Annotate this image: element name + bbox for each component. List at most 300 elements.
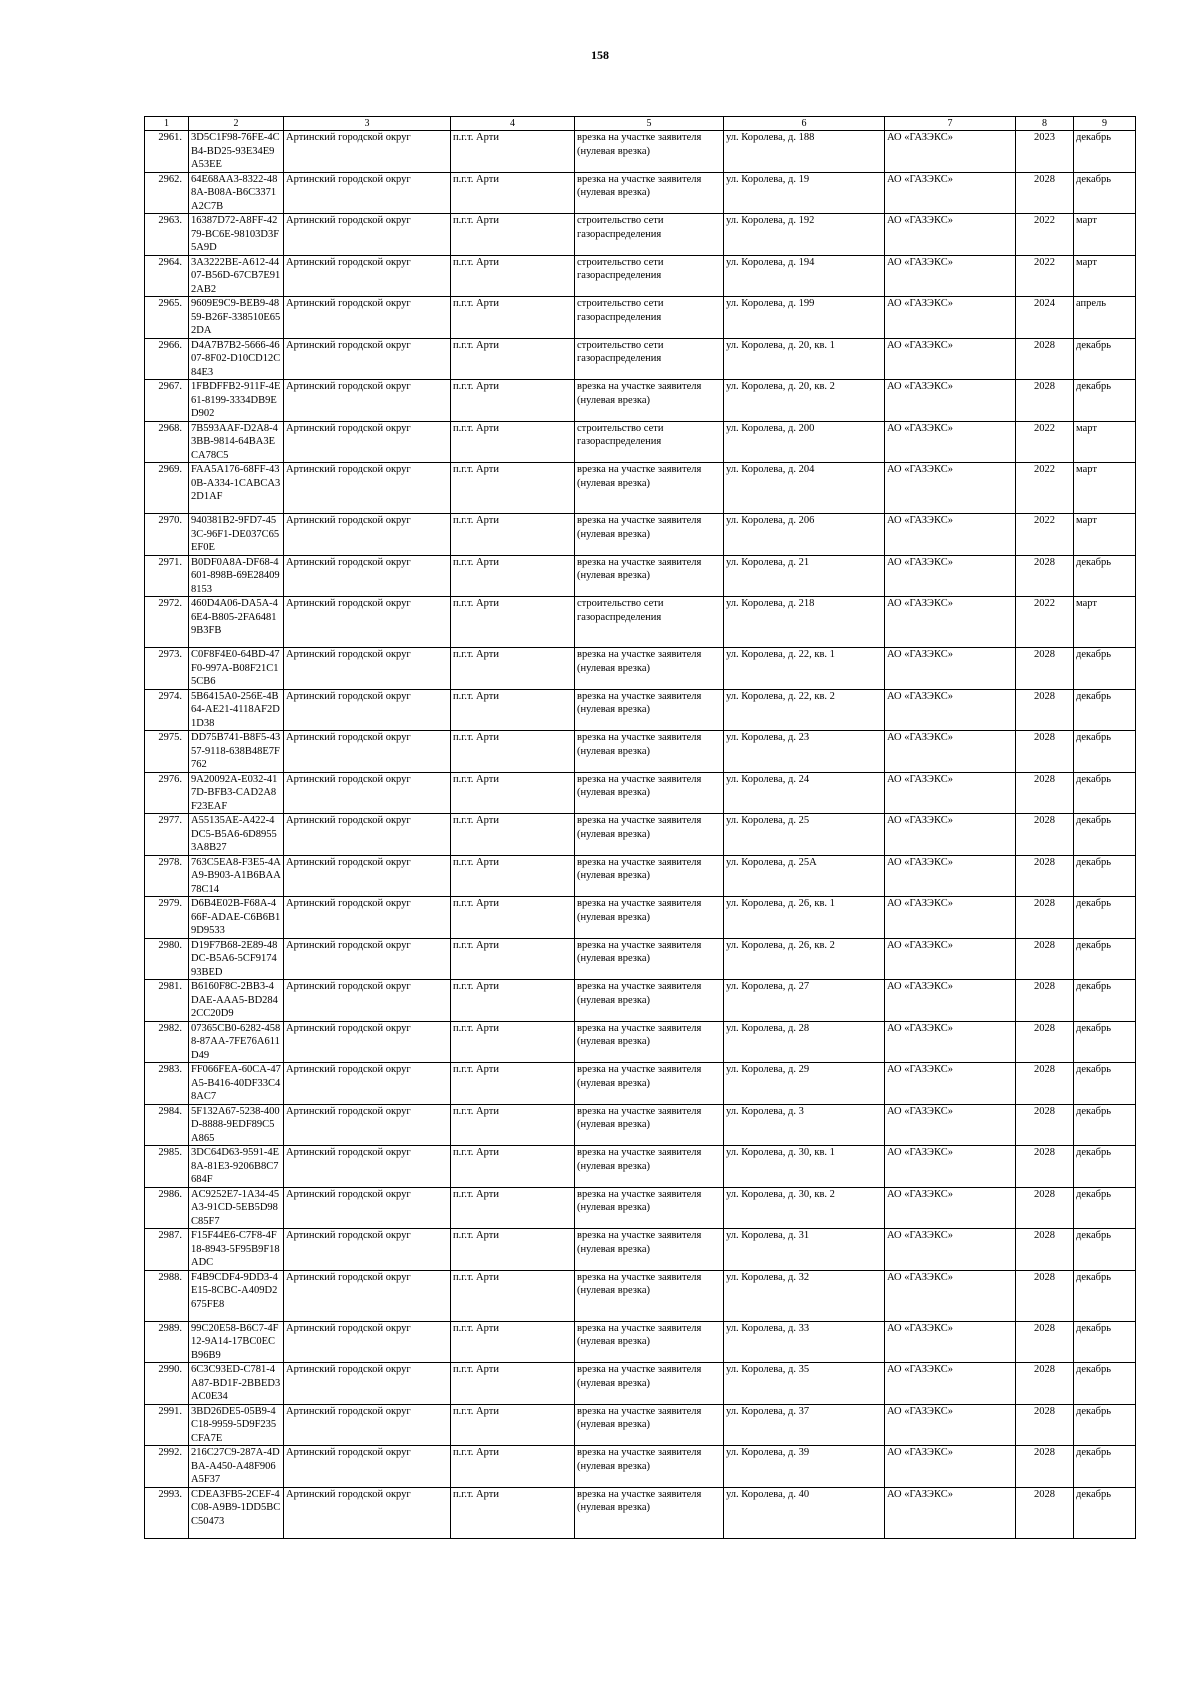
row-number-cell: 2965. [145,297,189,339]
settlement-cell: п.г.т. Арти [451,648,575,690]
district-cell: Артинский городской округ [284,131,451,173]
row-number-cell: 2963. [145,214,189,256]
work-type-cell: врезка на участке заявителя (нулевая врезка) [575,514,724,556]
settlement-cell: п.г.т. Арти [451,597,575,648]
year-cell: 2028 [1016,648,1074,690]
month-cell: декабрь [1074,1187,1136,1229]
address-cell: ул. Королева, д. 218 [724,597,885,648]
organization-cell: АО «ГАЗЭКС» [885,1021,1016,1063]
table-row [145,1021,1136,1063]
settlement-cell: п.г.т. Арти [451,1404,575,1446]
column-number: 7 [885,117,1016,131]
year-cell: 2022 [1016,421,1074,463]
organization-cell: АО «ГАЗЭКС» [885,131,1016,173]
table-row [145,1446,1136,1488]
address-cell: ул. Королева, д. 199 [724,297,885,339]
row-number-cell: 2990. [145,1363,189,1405]
work-type-cell: врезка на участке заявителя (нулевая врезка) [575,172,724,214]
district-cell: Артинский городской округ [284,938,451,980]
work-type-cell: врезка на участке заявителя (нулевая врезка) [575,772,724,814]
object-id-cell: 3DC64D63-9591-4E8A-81E3-9206B8C7684F [189,1146,284,1188]
address-cell: ул. Королева, д. 206 [724,514,885,556]
settlement-cell: п.г.т. Арти [451,1446,575,1488]
work-type-cell: строительство сети газораспределения [575,255,724,297]
table-row [145,255,1136,297]
table-row [145,938,1136,980]
address-cell: ул. Королева, д. 39 [724,1446,885,1488]
organization-cell: АО «ГАЗЭКС» [885,597,1016,648]
table-row [145,297,1136,339]
month-cell: декабрь [1074,938,1136,980]
organization-cell: АО «ГАЗЭКС» [885,1229,1016,1271]
organization-cell: АО «ГАЗЭКС» [885,338,1016,380]
month-cell: декабрь [1074,1270,1136,1321]
settlement-cell: п.г.т. Арти [451,1104,575,1146]
row-number-cell: 2976. [145,772,189,814]
object-id-cell: 763C5EA8-F3E5-4AA9-B903-A1B6BAA78C14 [189,855,284,897]
year-cell: 2028 [1016,338,1074,380]
object-id-cell: 5B6415A0-256E-4B64-AE21-4118AF2D1D38 [189,689,284,731]
organization-cell: АО «ГАЗЭКС» [885,214,1016,256]
work-type-cell: врезка на участке заявителя (нулевая врезка) [575,897,724,939]
month-cell: декабрь [1074,814,1136,856]
month-cell: март [1074,597,1136,648]
table-row [145,772,1136,814]
row-number-cell: 2964. [145,255,189,297]
district-cell: Артинский городской округ [284,1229,451,1271]
settlement-cell: п.г.т. Арти [451,131,575,173]
settlement-cell: п.г.т. Арти [451,1487,575,1538]
organization-cell: АО «ГАЗЭКС» [885,980,1016,1022]
year-cell: 2028 [1016,772,1074,814]
year-cell: 2028 [1016,855,1074,897]
work-type-cell: врезка на участке заявителя (нулевая врезка) [575,1187,724,1229]
organization-cell: АО «ГАЗЭКС» [885,1146,1016,1188]
address-cell: ул. Королева, д. 40 [724,1487,885,1538]
row-number-cell: 2973. [145,648,189,690]
address-cell: ул. Королева, д. 31 [724,1229,885,1271]
settlement-cell: п.г.т. Арти [451,514,575,556]
month-cell: декабрь [1074,1063,1136,1105]
year-cell: 2028 [1016,1487,1074,1538]
organization-cell: АО «ГАЗЭКС» [885,648,1016,690]
settlement-cell: п.г.т. Арти [451,980,575,1022]
settlement-cell: п.г.т. Арти [451,297,575,339]
row-number-cell: 2991. [145,1404,189,1446]
table-row [145,731,1136,773]
month-cell: декабрь [1074,897,1136,939]
month-cell: декабрь [1074,689,1136,731]
row-number-cell: 2979. [145,897,189,939]
column-number-row [145,117,1136,131]
organization-cell: АО «ГАЗЭКС» [885,1487,1016,1538]
year-cell: 2022 [1016,597,1074,648]
row-number-cell: 2961. [145,131,189,173]
work-type-cell: строительство сети газораспределения [575,297,724,339]
object-id-cell: DD75B741-B8F5-4357-9118-638B48E7F762 [189,731,284,773]
column-number: 6 [724,117,885,131]
row-number-cell: 2969. [145,463,189,514]
month-cell: декабрь [1074,855,1136,897]
object-id-cell: 07365CB0-6282-4588-87AA-7FE76A611D49 [189,1021,284,1063]
address-cell: ул. Королева, д. 20, кв. 2 [724,380,885,422]
table-row [145,421,1136,463]
row-number-cell: 2993. [145,1487,189,1538]
table-row [145,1229,1136,1271]
organization-cell: АО «ГАЗЭКС» [885,1363,1016,1405]
work-type-cell: врезка на участке заявителя (нулевая врезка) [575,1487,724,1538]
object-id-cell: 1FBDFFB2-911F-4E61-8199-3334DB9ED902 [189,380,284,422]
year-cell: 2028 [1016,1446,1074,1488]
year-cell: 2028 [1016,1363,1074,1405]
row-number-cell: 2992. [145,1446,189,1488]
district-cell: Артинский городской округ [284,380,451,422]
row-number-cell: 2966. [145,338,189,380]
object-id-cell: 3A3222BE-A612-4407-B56D-67CB7E912AB2 [189,255,284,297]
month-cell: декабрь [1074,980,1136,1022]
object-id-cell: 460D4A06-DA5A-46E4-B805-2FA64819B3FB [189,597,284,648]
object-id-cell: 216C27C9-287A-4DBA-A450-A48F906A5F37 [189,1446,284,1488]
district-cell: Артинский городской округ [284,1446,451,1488]
work-type-cell: врезка на участке заявителя (нулевая врезка) [575,814,724,856]
month-cell: декабрь [1074,131,1136,173]
work-type-cell: строительство сети газораспределения [575,338,724,380]
month-cell: декабрь [1074,1404,1136,1446]
data-table [144,116,1136,1539]
table-row [145,131,1136,173]
month-cell: декабрь [1074,772,1136,814]
address-cell: ул. Королева, д. 28 [724,1021,885,1063]
district-cell: Артинский городской округ [284,731,451,773]
row-number-cell: 2987. [145,1229,189,1271]
table-row [145,555,1136,597]
work-type-cell: врезка на участке заявителя (нулевая врезка) [575,380,724,422]
table-row [145,338,1136,380]
address-cell: ул. Королева, д. 21 [724,555,885,597]
object-id-cell: AC9252E7-1A34-45A3-91CD-5EB5D98C85F7 [189,1187,284,1229]
year-cell: 2028 [1016,938,1074,980]
district-cell: Артинский городской округ [284,172,451,214]
table-row [145,1146,1136,1188]
work-type-cell: врезка на участке заявителя (нулевая врезка) [575,689,724,731]
row-number-cell: 2972. [145,597,189,648]
district-cell: Артинский городской округ [284,463,451,514]
organization-cell: АО «ГАЗЭКС» [885,1321,1016,1363]
row-number-cell: 2971. [145,555,189,597]
object-id-cell: 3D5C1F98-76FE-4CB4-BD25-93E34E9A53EE [189,131,284,173]
settlement-cell: п.г.т. Арти [451,338,575,380]
work-type-cell: врезка на участке заявителя (нулевая врезка) [575,1229,724,1271]
address-cell: ул. Королева, д. 25А [724,855,885,897]
district-cell: Артинский городской округ [284,297,451,339]
organization-cell: АО «ГАЗЭКС» [885,1187,1016,1229]
table-row [145,1187,1136,1229]
table-row [145,1363,1136,1405]
address-cell: ул. Королева, д. 22, кв. 1 [724,648,885,690]
district-cell: Артинский городской округ [284,648,451,690]
address-cell: ул. Королева, д. 23 [724,731,885,773]
object-id-cell: CDEA3FB5-2CEF-4C08-A9B9-1DD5BCC50473 [189,1487,284,1538]
year-cell: 2028 [1016,555,1074,597]
work-type-cell: врезка на участке заявителя (нулевая врезка) [575,980,724,1022]
object-id-cell: B6160F8C-2BB3-4DAE-AAA5-BD2842CC20D9 [189,980,284,1022]
year-cell: 2022 [1016,255,1074,297]
settlement-cell: п.г.т. Арти [451,380,575,422]
settlement-cell: п.г.т. Арти [451,1229,575,1271]
month-cell: декабрь [1074,1446,1136,1488]
work-type-cell: врезка на участке заявителя (нулевая врезка) [575,1363,724,1405]
settlement-cell: п.г.т. Арти [451,214,575,256]
address-cell: ул. Королева, д. 188 [724,131,885,173]
row-number-cell: 2970. [145,514,189,556]
table-row [145,463,1136,514]
month-cell: декабрь [1074,1321,1136,1363]
district-cell: Артинский городской округ [284,1063,451,1105]
year-cell: 2028 [1016,731,1074,773]
work-type-cell: строительство сети газораспределения [575,214,724,256]
object-id-cell: 940381B2-9FD7-453C-96F1-DE037C65EF0E [189,514,284,556]
settlement-cell: п.г.т. Арти [451,1021,575,1063]
column-number: 1 [145,117,189,131]
district-cell: Артинский городской округ [284,1104,451,1146]
table-row [145,1270,1136,1321]
organization-cell: АО «ГАЗЭКС» [885,855,1016,897]
district-cell: Артинский городской округ [284,980,451,1022]
month-cell: декабрь [1074,1487,1136,1538]
table-row [145,897,1136,939]
work-type-cell: врезка на участке заявителя (нулевая врезка) [575,731,724,773]
settlement-cell: п.г.т. Арти [451,555,575,597]
object-id-cell: 9609E9C9-BEB9-4859-B26F-338510E652DA [189,297,284,339]
row-number-cell: 2977. [145,814,189,856]
district-cell: Артинский городской округ [284,421,451,463]
table-row [145,855,1136,897]
settlement-cell: п.г.т. Арти [451,255,575,297]
organization-cell: АО «ГАЗЭКС» [885,1270,1016,1321]
district-cell: Артинский городской округ [284,1363,451,1405]
month-cell: декабрь [1074,731,1136,773]
address-cell: ул. Королева, д. 25 [724,814,885,856]
column-number: 2 [189,117,284,131]
object-id-cell: F15F44E6-C7F8-4F18-8943-5F95B9F18ADC [189,1229,284,1271]
district-cell: Артинский городской округ [284,1021,451,1063]
address-cell: ул. Королева, д. 37 [724,1404,885,1446]
settlement-cell: п.г.т. Арти [451,814,575,856]
address-cell: ул. Королева, д. 35 [724,1363,885,1405]
object-id-cell: A55135AE-A422-4DC5-B5A6-6D89553A8B27 [189,814,284,856]
work-type-cell: врезка на участке заявителя (нулевая врезка) [575,938,724,980]
settlement-cell: п.г.т. Арти [451,1321,575,1363]
month-cell: декабрь [1074,1229,1136,1271]
column-number: 8 [1016,117,1074,131]
organization-cell: АО «ГАЗЭКС» [885,514,1016,556]
column-number: 4 [451,117,575,131]
settlement-cell: п.г.т. Арти [451,938,575,980]
work-type-cell: врезка на участке заявителя (нулевая врезка) [575,1104,724,1146]
row-number-cell: 2962. [145,172,189,214]
organization-cell: АО «ГАЗЭКС» [885,172,1016,214]
address-cell: ул. Королева, д. 29 [724,1063,885,1105]
object-id-cell: 16387D72-A8FF-4279-BC6E-98103D3F5A9D [189,214,284,256]
month-cell: декабрь [1074,1104,1136,1146]
settlement-cell: п.г.т. Арти [451,689,575,731]
table-row [145,1321,1136,1363]
row-number-cell: 2981. [145,980,189,1022]
year-cell: 2028 [1016,897,1074,939]
object-id-cell: 99C20E58-B6C7-4F12-9A14-17BC0ECB96B9 [189,1321,284,1363]
object-id-cell: F4B9CDF4-9DD3-4E15-8CBC-A409D2675FE8 [189,1270,284,1321]
settlement-cell: п.г.т. Арти [451,1063,575,1105]
district-cell: Артинский городской округ [284,1321,451,1363]
object-id-cell: FAA5A176-68FF-430B-A334-1CABCA32D1AF [189,463,284,514]
table-row [145,814,1136,856]
work-type-cell: врезка на участке заявителя (нулевая врезка) [575,1146,724,1188]
row-number-cell: 2967. [145,380,189,422]
year-cell: 2028 [1016,380,1074,422]
table-row [145,1404,1136,1446]
work-type-cell: врезка на участке заявителя (нулевая врезка) [575,1021,724,1063]
address-cell: ул. Королева, д. 33 [724,1321,885,1363]
month-cell: март [1074,255,1136,297]
year-cell: 2028 [1016,1021,1074,1063]
object-id-cell: B0DF0A8A-DF68-4601-898B-69E284098153 [189,555,284,597]
month-cell: декабрь [1074,555,1136,597]
district-cell: Артинский городской округ [284,689,451,731]
district-cell: Артинский городской округ [284,1270,451,1321]
year-cell: 2028 [1016,1321,1074,1363]
row-number-cell: 2988. [145,1270,189,1321]
column-number: 9 [1074,117,1136,131]
address-cell: ул. Королева, д. 30, кв. 1 [724,1146,885,1188]
organization-cell: АО «ГАЗЭКС» [885,1063,1016,1105]
address-cell: ул. Королева, д. 19 [724,172,885,214]
settlement-cell: п.г.т. Арти [451,1363,575,1405]
address-cell: ул. Королева, д. 22, кв. 2 [724,689,885,731]
settlement-cell: п.г.т. Арти [451,1270,575,1321]
settlement-cell: п.г.т. Арти [451,772,575,814]
organization-cell: АО «ГАЗЭКС» [885,255,1016,297]
district-cell: Артинский городской округ [284,772,451,814]
organization-cell: АО «ГАЗЭКС» [885,1446,1016,1488]
organization-cell: АО «ГАЗЭКС» [885,463,1016,514]
settlement-cell: п.г.т. Арти [451,1187,575,1229]
district-cell: Артинский городской округ [284,1187,451,1229]
organization-cell: АО «ГАЗЭКС» [885,421,1016,463]
work-type-cell: врезка на участке заявителя (нулевая врезка) [575,1063,724,1105]
row-number-cell: 2974. [145,689,189,731]
address-cell: ул. Королева, д. 3 [724,1104,885,1146]
district-cell: Артинский городской округ [284,597,451,648]
work-type-cell: врезка на участке заявителя (нулевая врезка) [575,1270,724,1321]
row-number-cell: 2984. [145,1104,189,1146]
month-cell: апрель [1074,297,1136,339]
object-id-cell: FF066FEA-60CA-47A5-B416-40DF33C48AC7 [189,1063,284,1105]
settlement-cell: п.г.т. Арти [451,421,575,463]
table-row [145,1104,1136,1146]
month-cell: декабрь [1074,380,1136,422]
work-type-cell: врезка на участке заявителя (нулевая врезка) [575,648,724,690]
work-type-cell: врезка на участке заявителя (нулевая врезка) [575,1404,724,1446]
table-row [145,1063,1136,1105]
object-id-cell: D4A7B7B2-5666-4607-8F02-D10CD12C84E3 [189,338,284,380]
table-row [145,689,1136,731]
address-cell: ул. Королева, д. 192 [724,214,885,256]
work-type-cell: врезка на участке заявителя (нулевая врезка) [575,555,724,597]
year-cell: 2028 [1016,172,1074,214]
year-cell: 2028 [1016,1270,1074,1321]
row-number-cell: 2982. [145,1021,189,1063]
column-number: 3 [284,117,451,131]
row-number-cell: 2989. [145,1321,189,1363]
row-number-cell: 2978. [145,855,189,897]
year-cell: 2028 [1016,1146,1074,1188]
organization-cell: АО «ГАЗЭКС» [885,689,1016,731]
work-type-cell: врезка на участке заявителя (нулевая врезка) [575,1446,724,1488]
address-cell: ул. Королева, д. 20, кв. 1 [724,338,885,380]
year-cell: 2022 [1016,463,1074,514]
year-cell: 2028 [1016,1063,1074,1105]
district-cell: Артинский городской округ [284,814,451,856]
object-id-cell: 9A20092A-E032-417D-BFB3-CAD2A8F23EAF [189,772,284,814]
month-cell: март [1074,421,1136,463]
table-row [145,214,1136,256]
year-cell: 2028 [1016,1187,1074,1229]
month-cell: март [1074,514,1136,556]
settlement-cell: п.г.т. Арти [451,172,575,214]
month-cell: декабрь [1074,338,1136,380]
year-cell: 2023 [1016,131,1074,173]
district-cell: Артинский городской округ [284,255,451,297]
month-cell: декабрь [1074,1021,1136,1063]
table-row [145,980,1136,1022]
district-cell: Артинский городской округ [284,1487,451,1538]
row-number-cell: 2968. [145,421,189,463]
column-number: 5 [575,117,724,131]
year-cell: 2028 [1016,689,1074,731]
object-id-cell: 6C3C93ED-C781-4A87-BD1F-2BBED3AC0E34 [189,1363,284,1405]
row-number-cell: 2985. [145,1146,189,1188]
page-number: 158 [591,48,609,62]
settlement-cell: п.г.т. Арти [451,897,575,939]
organization-cell: АО «ГАЗЭКС» [885,814,1016,856]
organization-cell: АО «ГАЗЭКС» [885,297,1016,339]
year-cell: 2028 [1016,1104,1074,1146]
organization-cell: АО «ГАЗЭКС» [885,938,1016,980]
district-cell: Артинский городской округ [284,1146,451,1188]
work-type-cell: врезка на участке заявителя (нулевая врезка) [575,131,724,173]
table-row [145,597,1136,648]
address-cell: ул. Королева, д. 200 [724,421,885,463]
row-number-cell: 2983. [145,1063,189,1105]
month-cell: март [1074,214,1136,256]
organization-cell: АО «ГАЗЭКС» [885,380,1016,422]
object-id-cell: D19F7B68-2E89-48DC-B5A6-5CF917493BED [189,938,284,980]
work-type-cell: врезка на участке заявителя (нулевая врезка) [575,1321,724,1363]
month-cell: декабрь [1074,172,1136,214]
object-id-cell: C0F8F4E0-64BD-47F0-997A-B08F21C15CB6 [189,648,284,690]
organization-cell: АО «ГАЗЭКС» [885,897,1016,939]
year-cell: 2028 [1016,1404,1074,1446]
month-cell: декабрь [1074,1363,1136,1405]
address-cell: ул. Королева, д. 26, кв. 1 [724,897,885,939]
table-row [145,1487,1136,1538]
address-cell: ул. Королева, д. 27 [724,980,885,1022]
table-row [145,172,1136,214]
organization-cell: АО «ГАЗЭКС» [885,555,1016,597]
district-cell: Артинский городской округ [284,514,451,556]
year-cell: 2028 [1016,980,1074,1022]
settlement-cell: п.г.т. Арти [451,855,575,897]
